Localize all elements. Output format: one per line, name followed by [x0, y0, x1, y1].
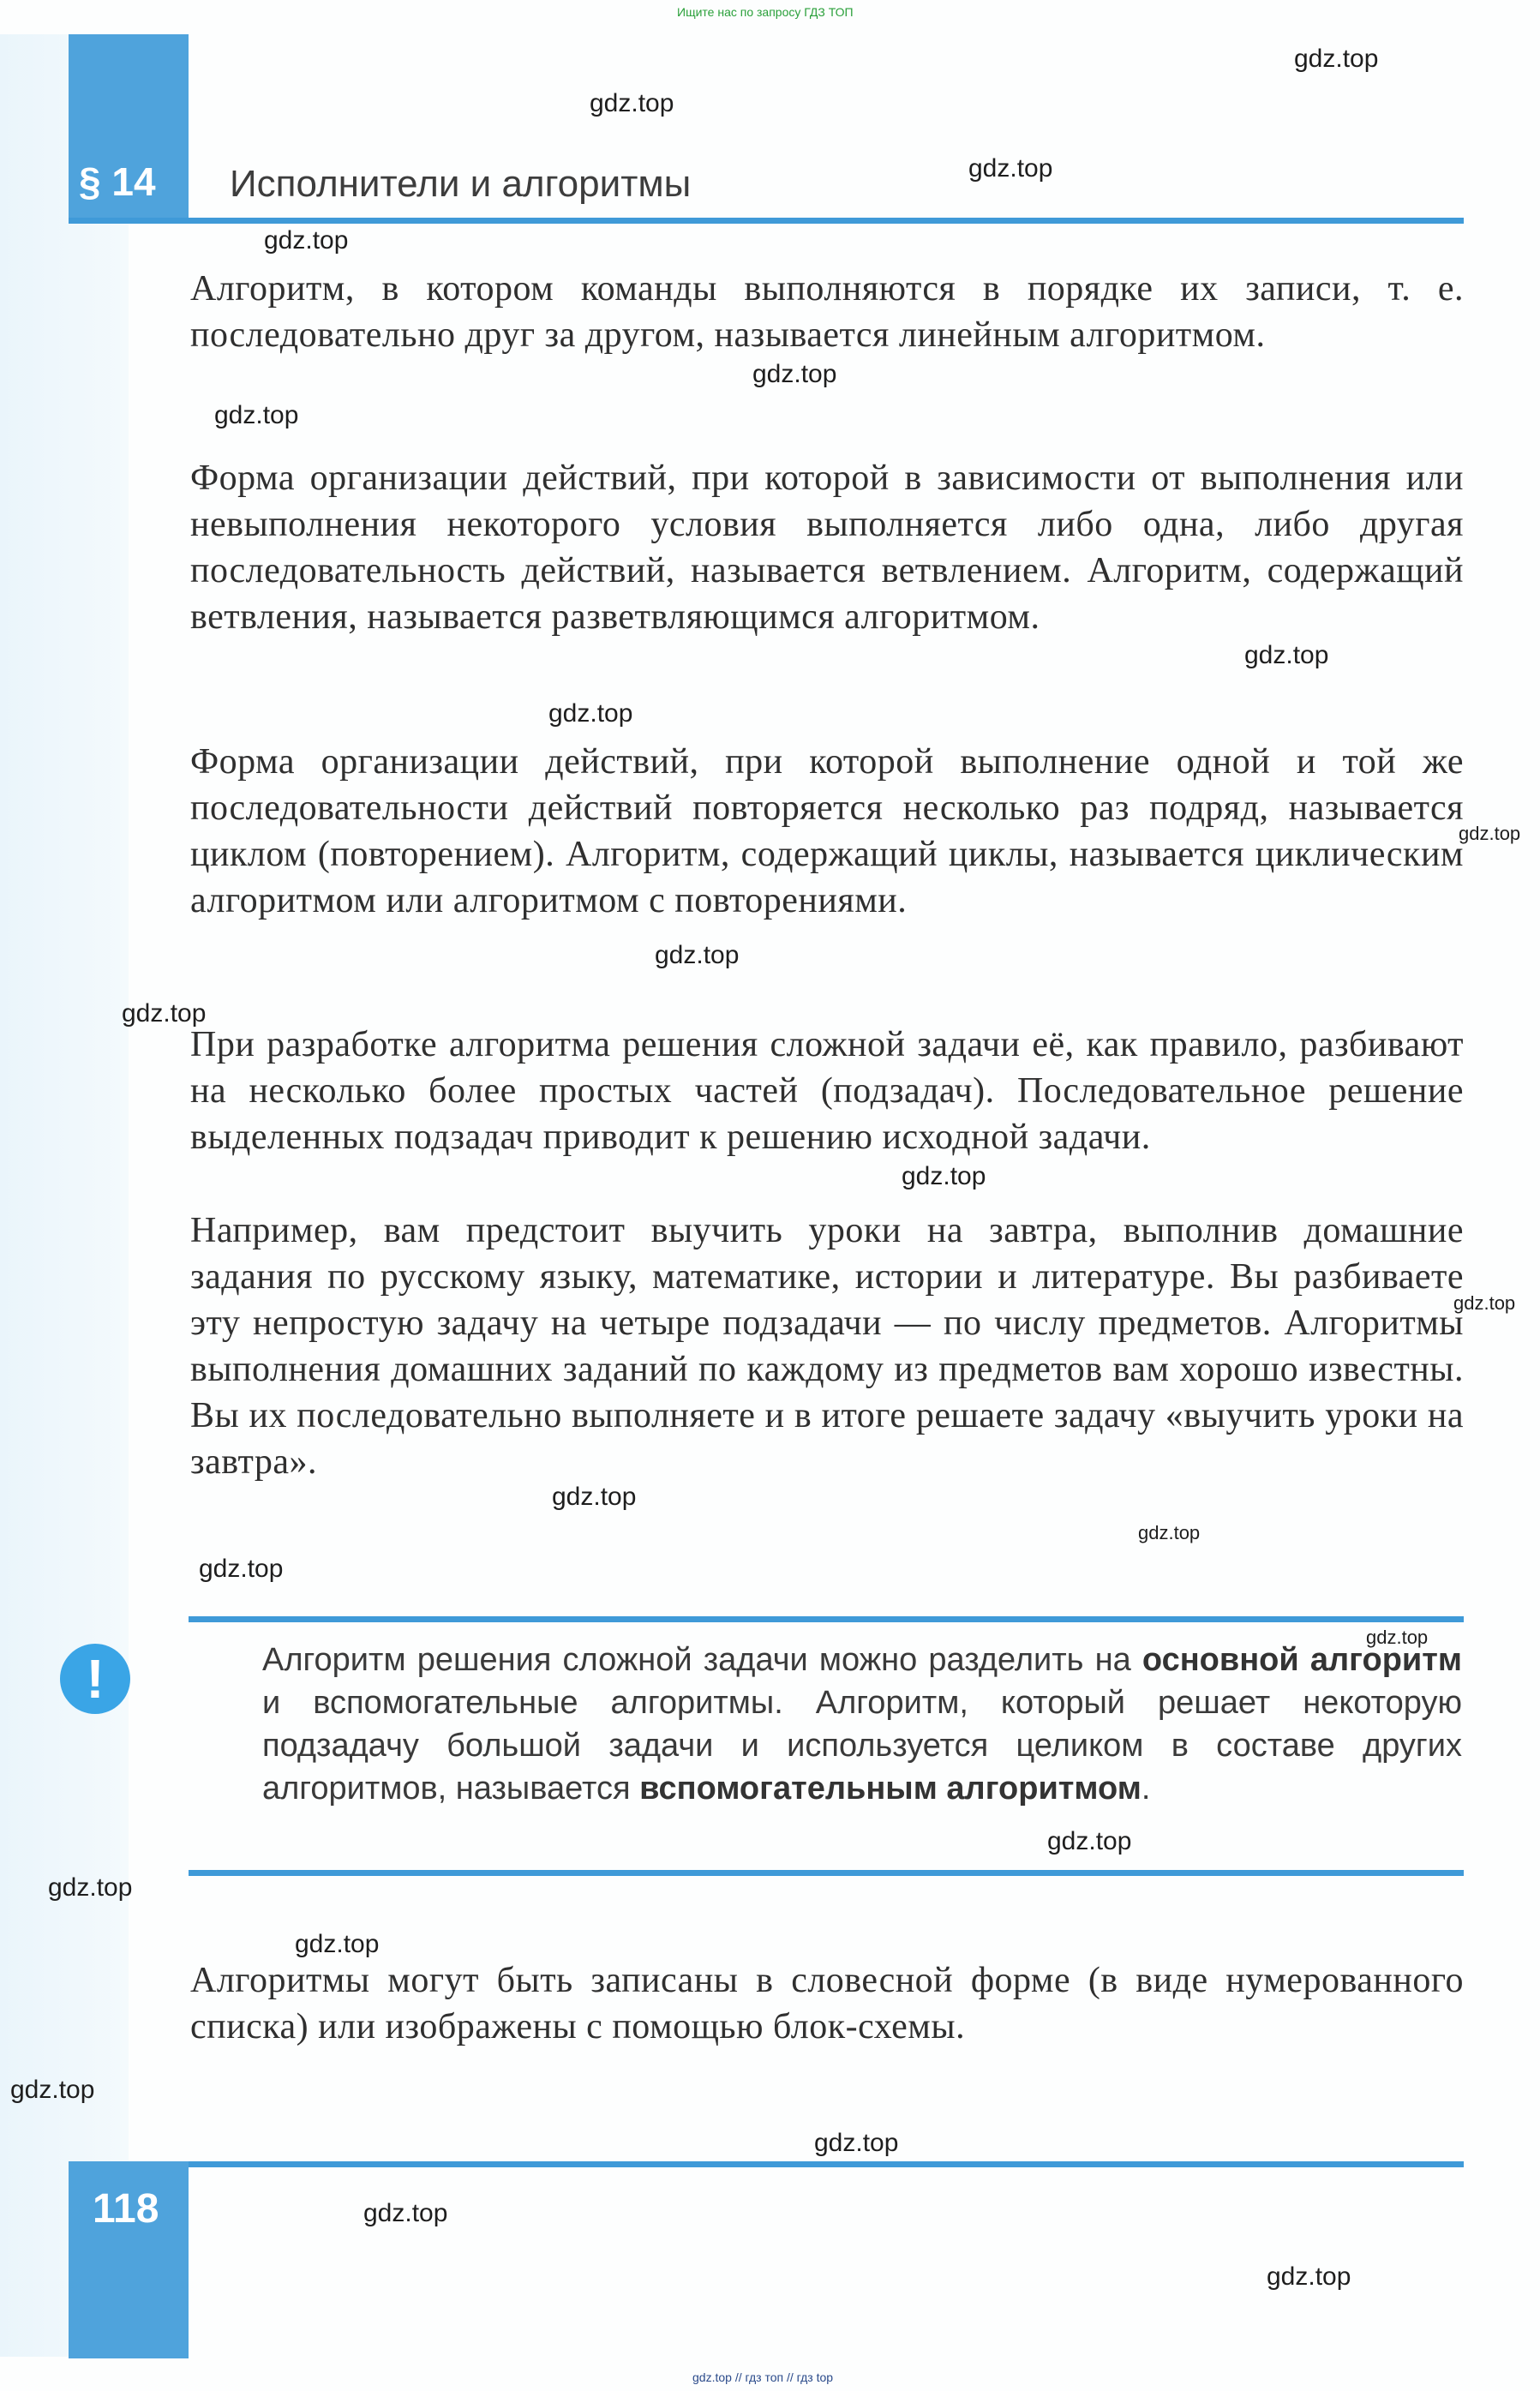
watermark: gdz.top [1138, 1522, 1201, 1543]
callout-top-rule [189, 1616, 1464, 1622]
paragraph-notation: Алгоритмы могут быть записаны в словесной форме (в виде нумерованного списка) или изображены с помощью блок-схемы. [190, 1961, 1464, 2046]
watermark: gdz.top [214, 401, 299, 429]
bottom-links[interactable]: gdz.top // гдз топ // гдз top [692, 2370, 834, 2384]
watermark: gdz.top [1294, 45, 1379, 73]
watermark: gdz.top [548, 699, 633, 728]
watermark: gdz.top [552, 1483, 637, 1511]
paragraph-branching: Форма организации действий, при которой в зависимости от выполнения или невыполнения некоторого условия выполняется либо одна, либо другая последовательность действий, называется ветвлением. Алгоритм, содержащий ветвления, называется разветвляющимся алгоритмом. [190, 458, 1464, 637]
watermark: gdz.top [1366, 1627, 1429, 1648]
callout-text-1: Алгоритм решения сложной задачи можно разделить на [262, 1642, 1142, 1678]
page-number: 118 [93, 2186, 159, 2232]
watermark: gdz.top [590, 89, 674, 117]
paragraph-example: Например, вам предстоит выучить уроки на завтра, выполнив домашние задания по русскому языку, математике, истории и литературе. Вы разбиваете эту непростую задачу на четыре подзадачи — по числу предметов. Алгоритмы выполнения домашних заданий по каждому из предметов вам хорошо известны. Вы их последовательно выполняете и в итоге решаете задачу «выучить уроки на завтра». [190, 1211, 1464, 1482]
watermark: gdz.top [48, 1873, 133, 1902]
watermark: gdz.top [752, 360, 837, 388]
callout-term-auxiliary-algorithm: вспомогательным алгоритмом [639, 1771, 1142, 1807]
watermark: gdz.top [264, 226, 349, 255]
watermark: gdz.top [1453, 1292, 1516, 1314]
watermark: gdz.top [902, 1162, 986, 1190]
page-margin-strip [0, 34, 129, 2357]
watermark: gdz.top [968, 154, 1053, 183]
watermark: gdz.top [1047, 1827, 1132, 1855]
exclamation-icon: ! [60, 1644, 130, 1714]
paragraph-subtasks: При разработке алгоритма решения сложной задачи её, как правило, разбивают на несколько более простых частей (подзадач). Последовательное решение выделенных подзадач приводит к решению исходной задачи. [190, 1025, 1464, 1157]
callout-bottom-rule [189, 1870, 1464, 1876]
paragraph-cycle: Форма организации действий, при которой выполнение одной и той же последовательности действий повторяется несколько раз подряд, называется циклом (повторением). Алгоритм, содержащий циклы, называется циклическим алгоритмом или алгоритмом с повторениями. [190, 742, 1464, 920]
watermark: gdz.top [199, 1555, 284, 1583]
watermark: gdz.top [1459, 823, 1521, 844]
watermark: gdz.top [363, 2199, 448, 2227]
page-title: Исполнители и алгоритмы [230, 163, 692, 205]
watermark: gdz.top [122, 999, 207, 1028]
footer-rule [189, 2161, 1464, 2167]
watermark: gdz.top [655, 941, 740, 969]
callout-text-3: . [1141, 1771, 1151, 1807]
watermark: gdz.top [1244, 641, 1329, 669]
section-number: § 14 [79, 159, 156, 204]
callout-box [262, 1639, 1462, 1810]
callout-text-2: и вспомогательные алгоритмы. Алгоритм, который решает некоторую подзадачу большой задачи и используется целиком в составе других алгоритмов, называется [262, 1685, 1462, 1807]
top-search-hint[interactable]: Ищите нас по запросу ГДЗ ТОП [677, 5, 854, 19]
watermark: gdz.top [295, 1930, 380, 1958]
title-rule [69, 218, 1464, 224]
watermark: gdz.top [814, 2129, 899, 2157]
paragraph-linear-algorithm: Алгоритм, в котором команды выполняются в порядке их записи, т. е. последовательно друг за другом, называется линейным алгоритмом. [190, 269, 1464, 355]
watermark: gdz.top [1267, 2262, 1351, 2291]
watermark: gdz.top [10, 2076, 95, 2104]
callout-term-main-algorithm: основной алгоритм [1142, 1642, 1462, 1678]
